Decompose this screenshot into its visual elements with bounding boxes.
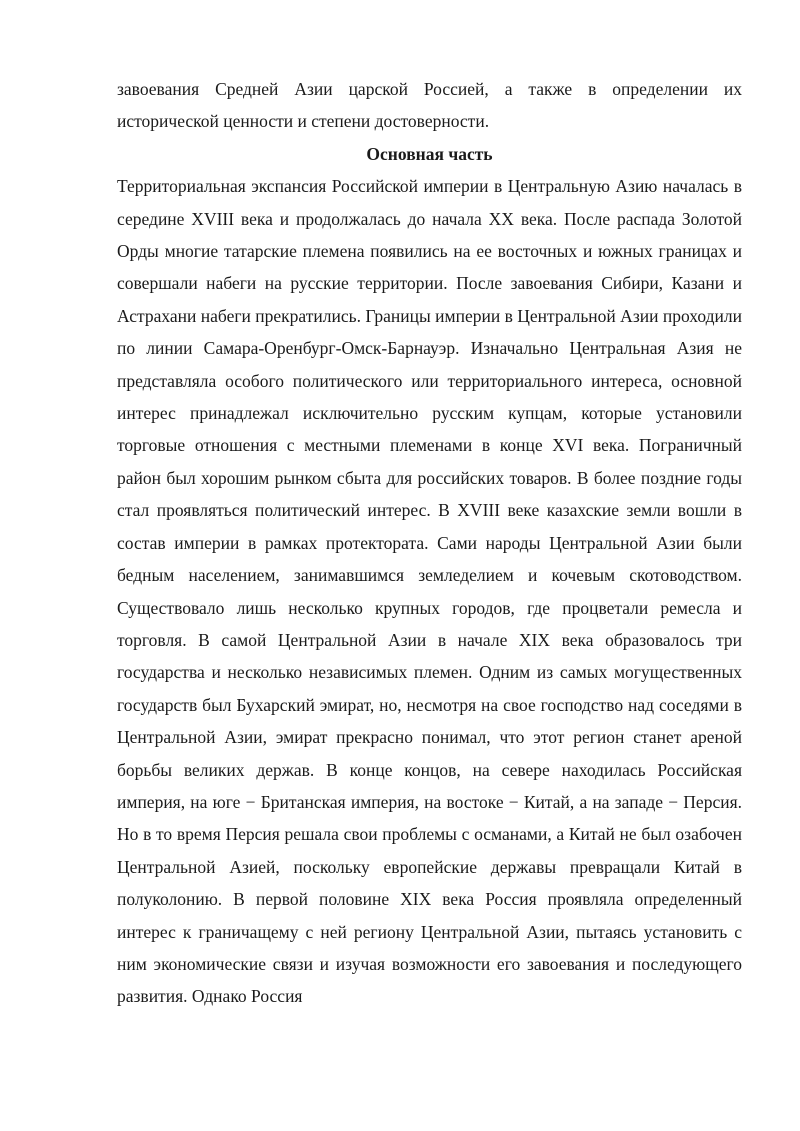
intro-paragraph: завоевания Средней Азии царской Россией, а также в определении их исторической ценности и степени достоверности. bbox=[117, 79, 742, 132]
main-paragraph: Территориальная экспансия Российской империи в Центральную Азию началась в середине XVIII века и продолжалась до начала XX века. После распада Золотой Орды многие татарские племена появились на ее восточных и южных границах и совершали набеги на русские территории. После завоевания Сибири, Казани и Астрахани набеги прекратились. Границы империи в Центральной Азии проходили по линии Самара-Оренбург-Омск-Барнауэр. Изначально Центральная Азия не представляла особого политического или территориального интереса, основной интерес принадлежал исключительно русским купцам, которые установили торговые отношения с местными племенами в конце XVI века. Пограничный район был хорошим рынком сбыта для российских товаров. В более поздние годы стал проявляться политический интерес. В XVIII веке казахские земли вошли в состав империи в рамках протектората. Сами народы Центральной Азии были бедным населением, занимавшимся земледелием и кочевым скотоводством. Существовало лишь несколько крупных городов, где процветали ремесла и торговля. В самой Центральной Азии в начале XIX века образовалось три государства и несколько независимых племен. Одним из самых могущественных государств был Бухарский эмират, но, несмотря на свое господство над соседями в Центральной Азии, эмират прекрасно понимал, что этот регион станет ареной борьбы великих держав. В конце концов, на севере находилась Российская империя, на юге − Британская империя, на востоке − Китай, а на западе − Персия. Но в то время Персия решала свои проблемы с османами, а Китай не был озабочен Центральной Азией, поскольку европейские державы превращали Китай в полуколонию. В первой половине XIX века Россия проявляла определенный интерес к граничащему с ней региону Центральной Азии, пытаясь установить с ним экономические связи и изучая возможности его завоевания и последующего развития. Однако Россия bbox=[117, 176, 742, 1007]
document-page bbox=[117, 73, 742, 1013]
section-heading: Основная часть bbox=[366, 143, 493, 164]
